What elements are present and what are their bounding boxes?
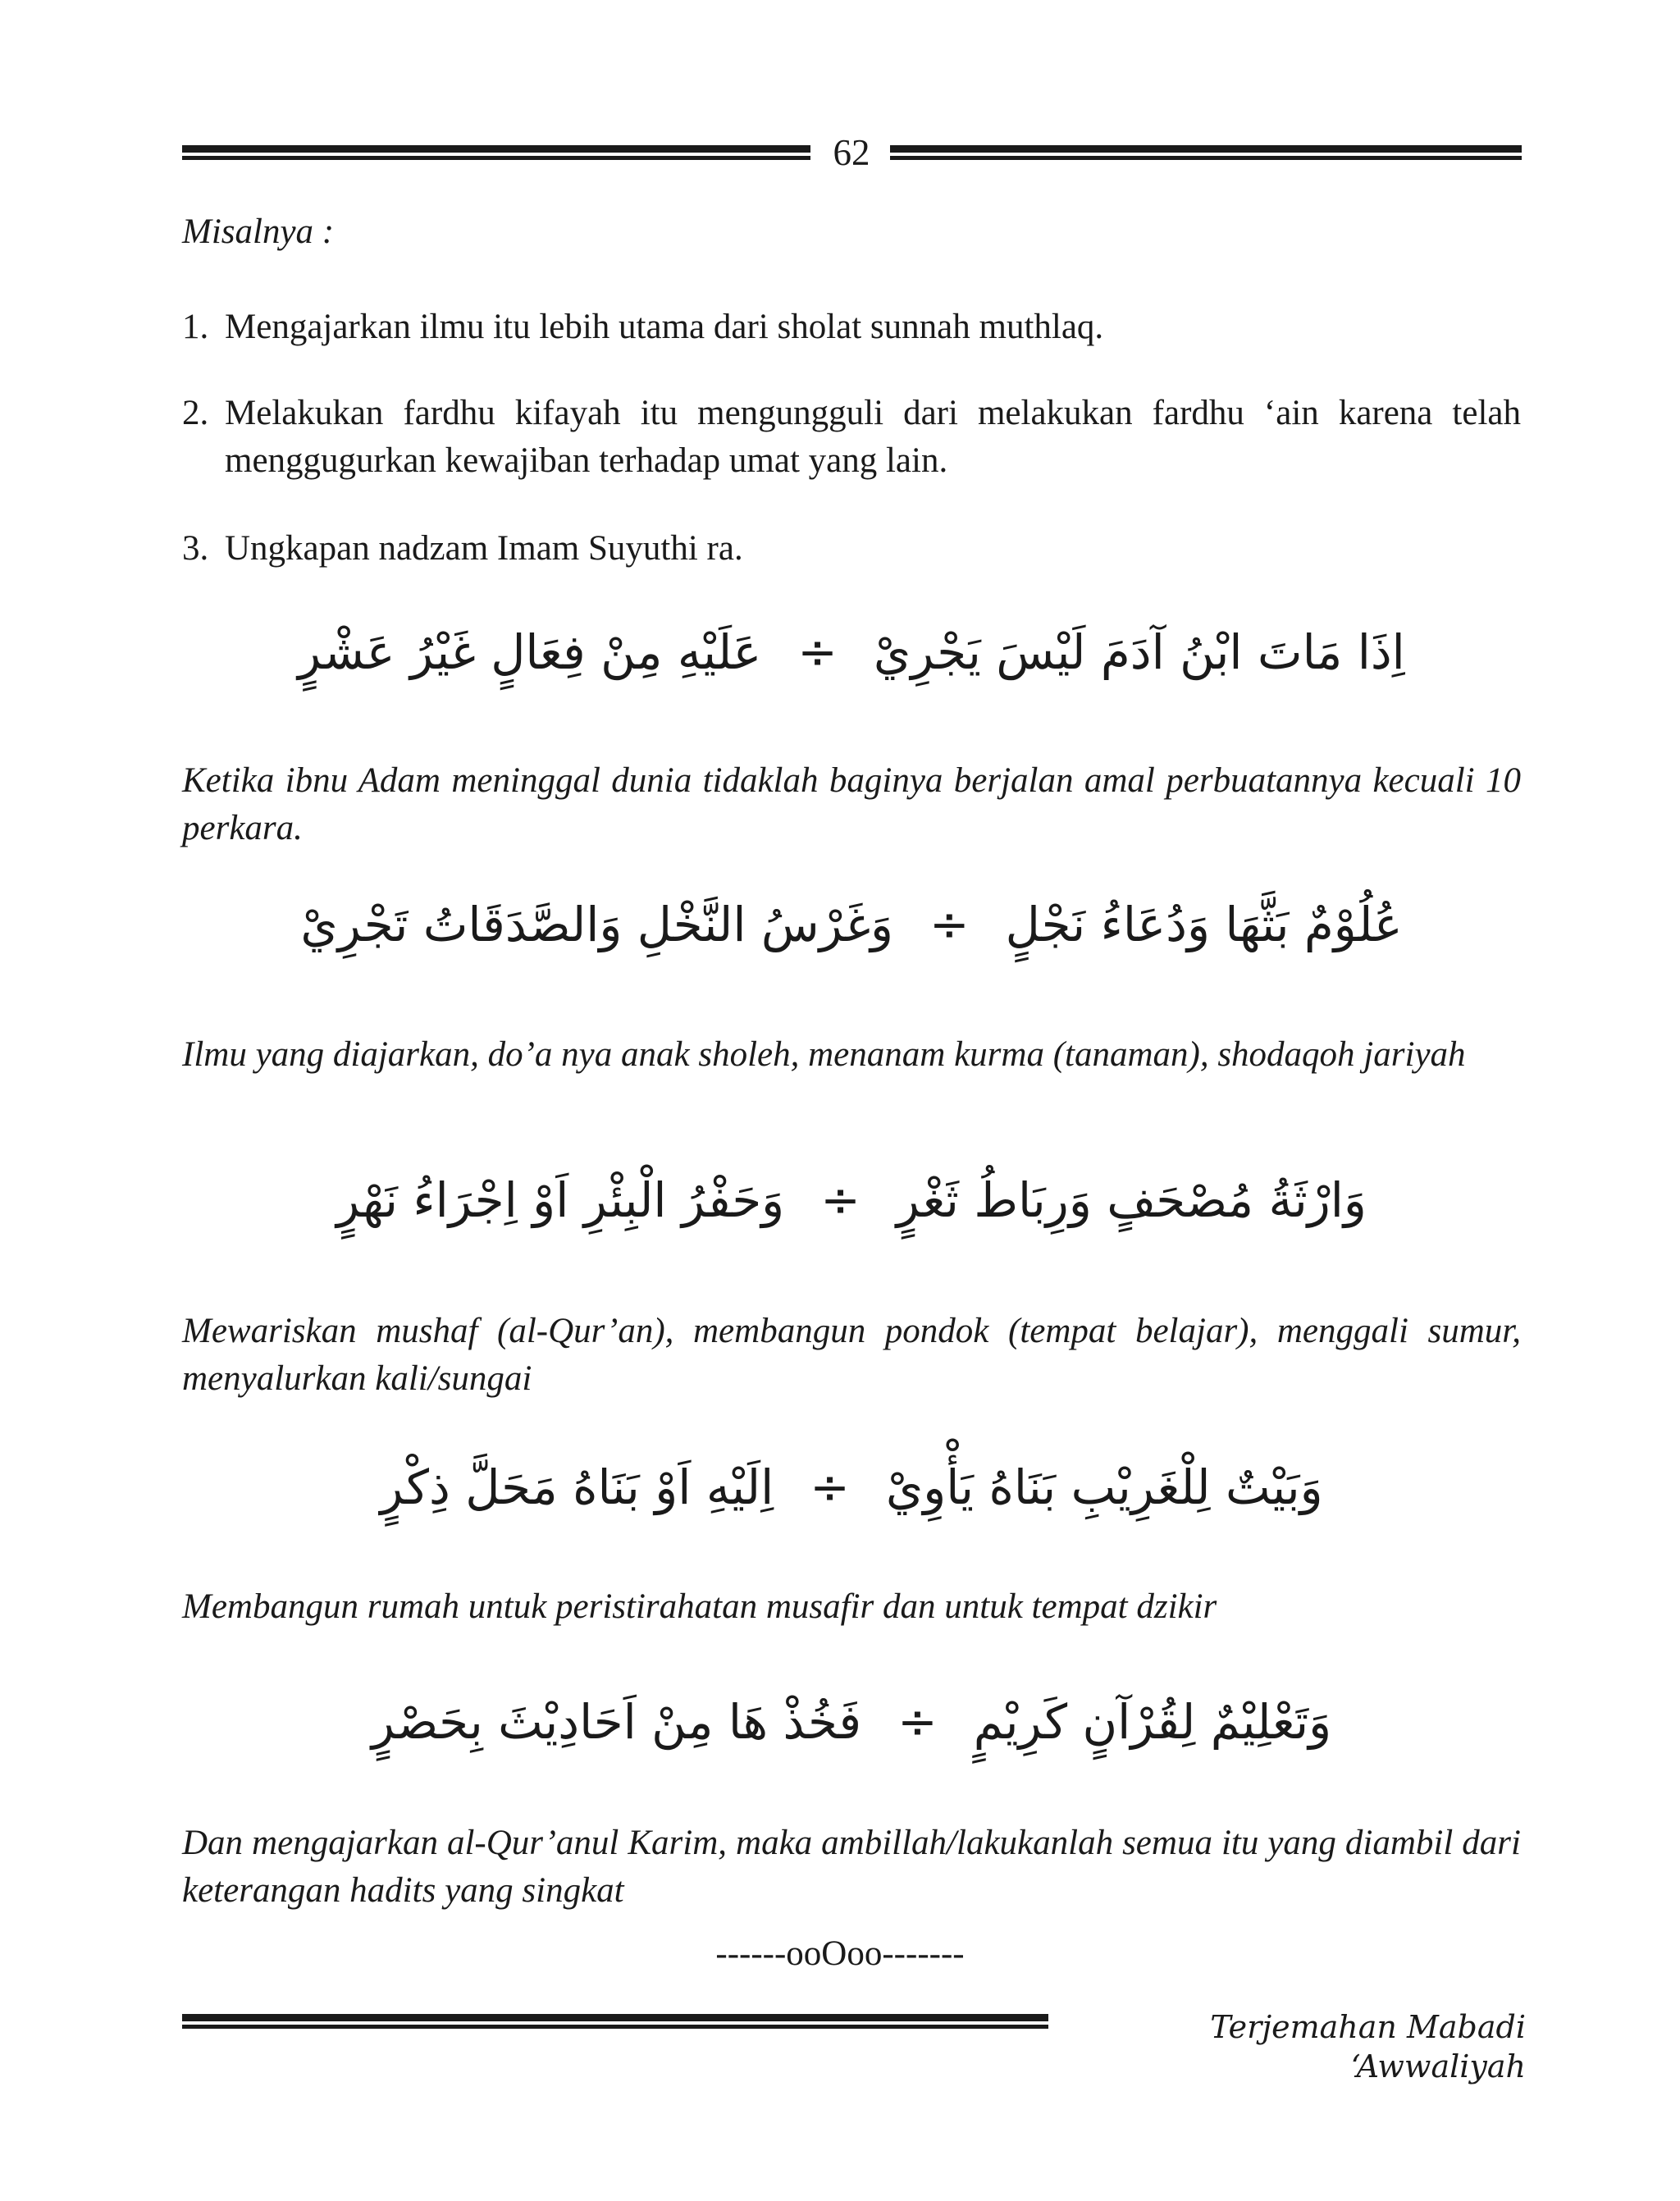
footer-rule	[182, 2014, 1048, 2030]
end-mark: ------ooOoo-------	[715, 1934, 965, 1973]
arabic-verse	[182, 1450, 1521, 1524]
list-item-text: Ungkapan nadzam Imam Suyuthi ra.	[225, 529, 743, 568]
header-rule-right	[890, 145, 1522, 161]
verse-translation: Dan mengajarkan al-Qur’anul Karim, maka ambillah/lakukanlah semua itu yang diambil dari keterangan hadits yang singkat	[182, 1824, 1521, 1910]
verse-first-hemistich: وَتَعْلِيْمٌ لِقُرْآنٍ كَرِيْمٍ	[973, 1694, 1332, 1750]
verse-second-hemistich: اِلَيْهِ اَوْ بَنَاهُ مَحَلَّ ذِكْرٍ	[380, 1459, 774, 1515]
footer-book-title: Terjemahan Mabadi ‘Awwaliyah	[1210, 2009, 1526, 2085]
verse-separator: ÷	[897, 1694, 938, 1750]
verse-first-hemistich: عُلُوْمٌ بَثَّهَا وَدُعَاءُ نَجْلٍ	[1005, 897, 1403, 952]
verse-second-hemistich: عَلَيْهِ مِنْ فِعَالٍ غَيْرُ عَشْرٍ	[298, 624, 762, 680]
verse-translation: Membangun rumah untuk peristirahatan musafir dan untuk tempat dzikir	[182, 1587, 1217, 1626]
arabic-verse	[182, 615, 1521, 689]
verse-separator: ÷	[929, 897, 970, 952]
verse-first-hemistich: اِذَا مَاتَ ابْنُ آدَمَ لَيْسَ يَجْرِيْ	[873, 624, 1405, 680]
verse-second-hemistich: وَغَرْسُ النَّخْلِ وَالصَّدَقَاتُ تَجْرِيْ	[300, 897, 894, 952]
page-number: 62	[833, 132, 870, 173]
verse-separator: ÷	[797, 624, 838, 680]
arabic-verse	[182, 1685, 1521, 1759]
verse-second-hemistich: وَحَفْرُ الْبِئْرِ اَوْ اِجْرَاءُ نَهْرٍ	[336, 1172, 785, 1228]
arabic-verse	[182, 888, 1521, 961]
list-item-number: 2.	[182, 394, 209, 432]
verse-separator: ÷	[810, 1459, 850, 1515]
arabic-verse	[182, 1163, 1521, 1237]
list-item-text: Mengajarkan ilmu itu lebih utama dari sholat sunnah muthlaq.	[225, 308, 1104, 346]
verse-translation: Mewariskan mushaf (al-Qur’an), membangun pondok (tempat belajar), menggali sumur, menyalurkan kali/sungai	[182, 1312, 1521, 1398]
intro-label: Misalnya :	[182, 212, 335, 251]
verse-separator: ÷	[820, 1172, 861, 1228]
verse-first-hemistich: وَارْثَةُ مُصْحَفٍ وَرِبَاطُ ثَغْرٍ	[896, 1172, 1367, 1228]
list-item-number: 1.	[182, 308, 209, 346]
list-item-text: Melakukan fardhu kifayah itu mengungguli dari melakukan fardhu ‘ain karena telah menggugurkan kewajiban terhadap umat yang lain.	[225, 394, 1521, 480]
verse-first-hemistich: وَبَيْتٌ لِلْغَرِيْبِ بَنَاهُ يَأْوِيْ	[885, 1459, 1323, 1515]
verse-translation: Ketika ibnu Adam meninggal dunia tidaklah baginya berjalan amal perbuatannya kecuali 10 perkara.	[182, 761, 1521, 847]
header-rule-left	[182, 145, 810, 161]
verse-second-hemistich: فَخُذْ هَا مِنْ اَحَادِيْثَ بِحَصْرٍ	[371, 1694, 862, 1750]
list-item-number: 3.	[182, 529, 209, 568]
verse-translation: Ilmu yang diajarkan, do’a nya anak sholeh, menanam kurma (tanaman), shodaqoh jariyah	[182, 1035, 1466, 1074]
